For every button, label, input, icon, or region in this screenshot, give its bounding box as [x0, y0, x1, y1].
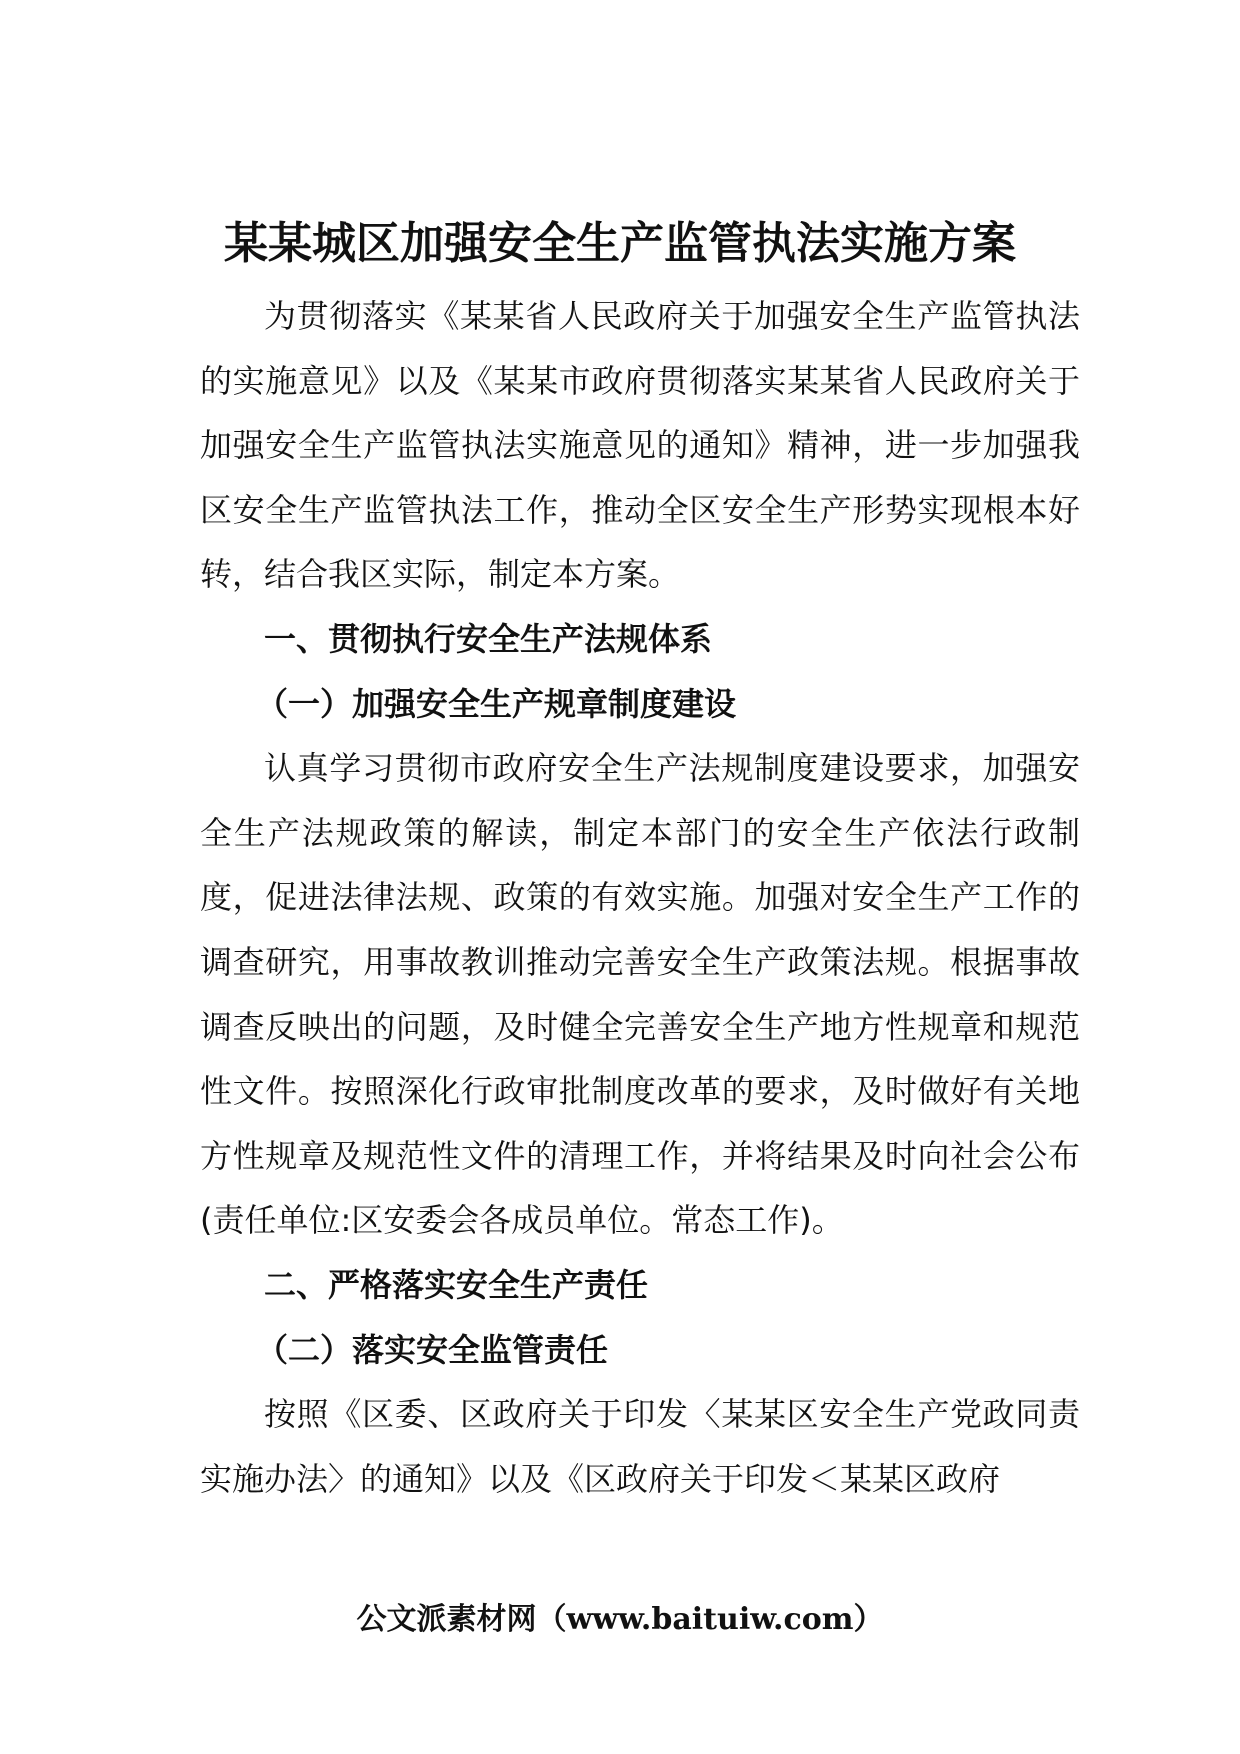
- section-heading-1: 一、贯彻执行安全生产法规体系: [264, 619, 713, 658]
- subsection-paragraph-1-1: 认真学习贯彻市政府安全生产法规制度建设要求，加强安全生产法规政策的解读，制定本部门的安全生产依法行政制度，促进法律法规、政策的有效实施。加强对安全生产工作的调查研究，用事故教训推动完善安全生产政策法规。根据事故调查反映出的问题，及时健全完善安全生产地方性规章和规范性文件。按照深化行政审批制度改革的要求，及时做好有关地方性规章及规范性文件的清理工作，并将结果及时向社会公布(责任单位:区安委会各成员单位。常态工作)。: [200, 749, 1080, 1240]
- subsection-paragraph-2-1: 按照《区委、区政府关于印发〈某某区安全生产党政同责实施办法〉的通知》以及《区政府关于印发＜某某区政府: [200, 1395, 1080, 1498]
- subsection-heading-2-1: （二）落实安全监管责任: [256, 1330, 609, 1369]
- document-body: [200, 284, 1080, 1511]
- document-title: 某某城区加强安全生产监管执法实施方案: [224, 218, 1016, 269]
- footer-watermark: 公文派素材网（www.baituiw.com）: [356, 1602, 884, 1637]
- intro-paragraph: 为贯彻落实《某某省人民政府关于加强安全生产监管执法的实施意见》以及《某某市政府贯彻落实某某省人民政府关于加强安全生产监管执法实施意见的通知》精神，进一步加强我区安全生产监管执法工作，推动全区安全生产形势实现根本好转，结合我区实际，制定本方案。: [200, 297, 1080, 594]
- subsection-heading-1-1: （一）加强安全生产规章制度建设: [256, 684, 737, 723]
- section-heading-2: 二、严格落实安全生产责任: [264, 1265, 649, 1304]
